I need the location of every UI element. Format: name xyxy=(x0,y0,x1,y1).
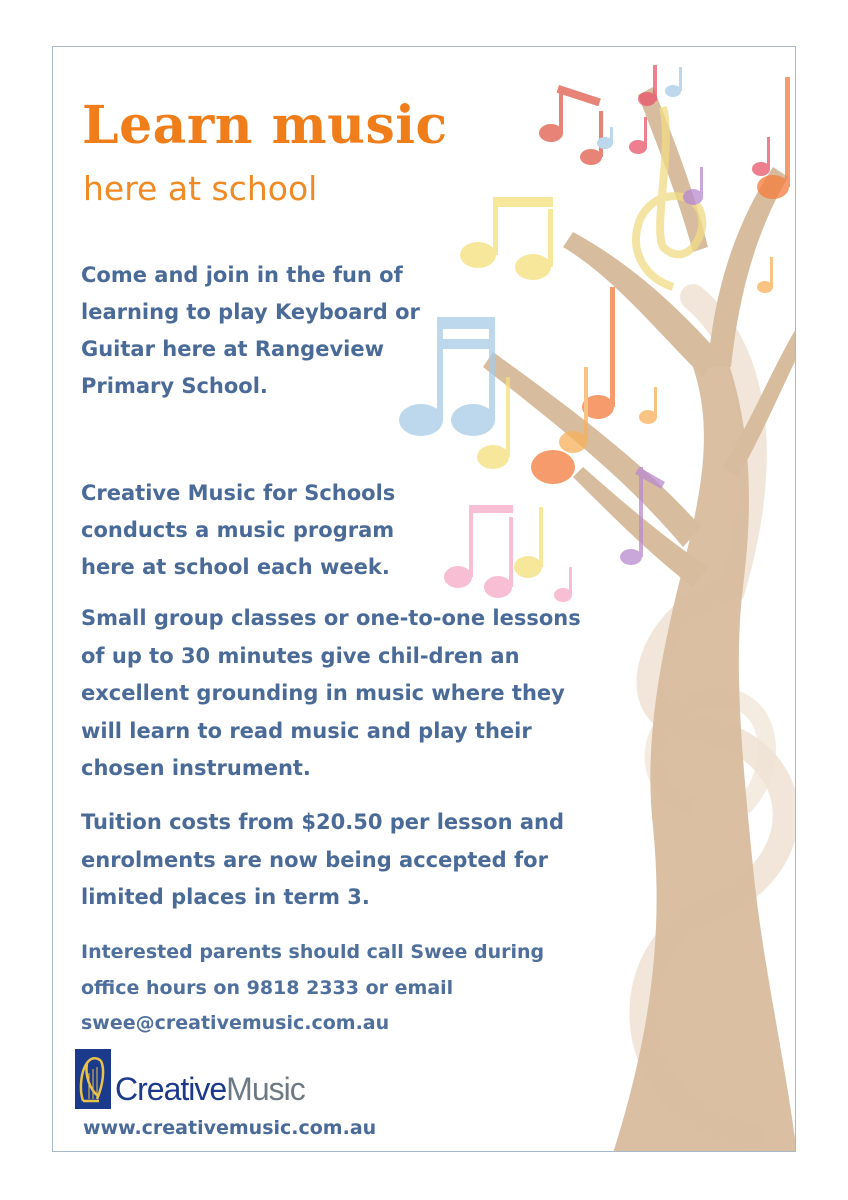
contact-paragraph: Interested parents should call Swee during office hours on 9818 2333 or email swee@creativemusic.com.au xyxy=(81,941,545,1034)
note-stem xyxy=(767,137,770,169)
brand-name-part-1: Creative xyxy=(115,1071,227,1107)
note-head xyxy=(515,254,551,280)
note-head xyxy=(484,576,512,598)
note-stem xyxy=(599,111,603,157)
note-head xyxy=(514,556,542,578)
classes-paragraph: Small group classes or one-to-one lessons of up to 30 minutes give chil-dren an excellent grounding in music where they will learn to read music and play their chosen instrument. xyxy=(81,606,581,780)
note-stem xyxy=(569,567,572,595)
flyer-title: Learn music xyxy=(82,95,448,156)
note-stem xyxy=(610,127,613,143)
note-stem xyxy=(770,257,773,287)
note-head xyxy=(638,92,656,106)
intro-paragraph: Come and join in the fun of learning to play Keyboard or Guitar here at Rangeview Primary School. xyxy=(81,263,420,398)
brand-name-part-2: Music xyxy=(226,1071,305,1107)
note-stem xyxy=(509,517,513,587)
note-head xyxy=(757,175,789,199)
note-beam xyxy=(557,85,601,106)
tuition-paragraph: Tuition costs from $20.50 per lesson and enrolments are now being accepted for limited places in term 3. xyxy=(81,810,564,909)
note-stem xyxy=(548,209,553,267)
note-head xyxy=(460,242,496,268)
note-head xyxy=(665,85,681,97)
note-stem xyxy=(539,507,543,567)
note-head xyxy=(451,404,495,436)
note-head xyxy=(477,445,509,469)
website-link[interactable]: www.creativemusic.com.au xyxy=(83,1117,377,1139)
note-head xyxy=(399,404,443,436)
note-stem xyxy=(469,507,473,577)
program-paragraph: Creative Music for Schools conducts a music program here at school each week. xyxy=(81,481,396,579)
note-head xyxy=(580,149,602,165)
brand-name xyxy=(115,1071,305,1108)
note-stem xyxy=(654,387,657,417)
note-stem xyxy=(679,67,682,91)
note-head xyxy=(620,549,642,565)
note-stem xyxy=(785,77,790,187)
note-beam xyxy=(493,197,553,207)
flyer-frame xyxy=(52,46,796,1152)
note-stem xyxy=(489,317,495,420)
tree-branch xyxy=(638,87,708,252)
lyre-logo-icon xyxy=(75,1049,111,1109)
note-stem xyxy=(610,287,615,407)
flyer-subtitle: here at school xyxy=(83,169,318,208)
note-stem xyxy=(639,467,643,557)
note-beam xyxy=(469,505,513,513)
tree-branch xyxy=(483,352,701,547)
note-stem xyxy=(644,117,647,147)
note-stem xyxy=(506,377,510,457)
note-head xyxy=(559,431,587,453)
note-stem xyxy=(584,367,588,442)
note-stem xyxy=(700,167,703,197)
note-head xyxy=(531,450,575,484)
